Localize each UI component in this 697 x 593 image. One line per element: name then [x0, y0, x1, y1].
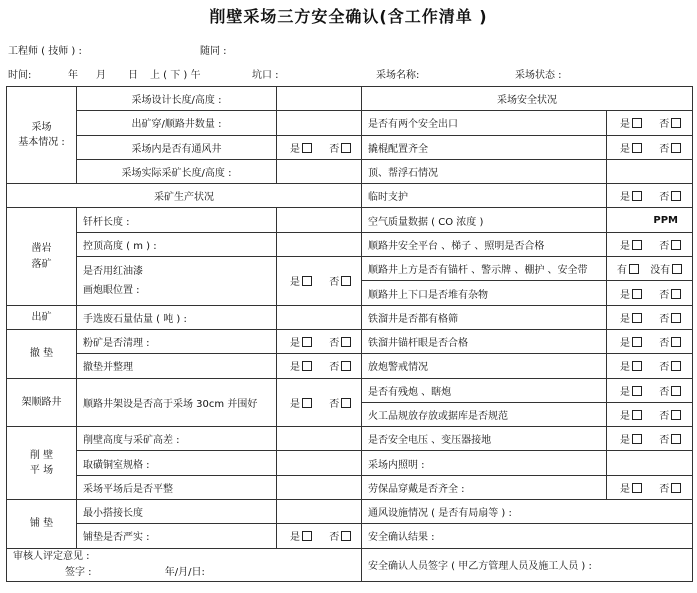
value-cell[interactable]	[607, 159, 693, 183]
table-row	[7, 305, 693, 329]
value-cell[interactable]	[277, 305, 362, 329]
sign-label: 签字 :	[65, 566, 92, 578]
item-grounding: 是否安全电压 、变压器接地	[362, 427, 607, 451]
item-pad-level: 撤垫并整理	[77, 354, 277, 378]
checkbox-icon[interactable]	[341, 276, 351, 286]
checkbox-icon[interactable]	[341, 531, 351, 541]
checkbox-icon[interactable]	[632, 240, 642, 250]
checkbox-icon[interactable]	[671, 118, 681, 128]
item-level-after: 采场平场后是否平整	[77, 475, 277, 499]
checkbox-icon[interactable]	[632, 118, 642, 128]
table-row	[7, 427, 693, 451]
yes-no-check[interactable]: 是 否	[607, 184, 693, 208]
checkbox-icon[interactable]	[671, 289, 681, 299]
value-cell[interactable]	[277, 427, 362, 451]
item-temp-support: 临时支护	[362, 184, 607, 208]
table-row	[7, 500, 693, 524]
yes-no-check[interactable]: 是 否	[277, 378, 362, 427]
checkbox-icon[interactable]	[671, 434, 681, 444]
table-row	[7, 475, 693, 499]
checklist-table	[6, 86, 693, 582]
reviewer-section[interactable]	[7, 548, 362, 581]
value-cell[interactable]	[277, 232, 362, 256]
item-design-size: 采场设计长度/高度 :	[77, 87, 277, 111]
yes-no-check[interactable]: 是 否	[607, 475, 693, 499]
checkbox-icon[interactable]	[671, 361, 681, 371]
checkbox-icon[interactable]	[341, 337, 351, 347]
checkbox-icon[interactable]	[632, 434, 642, 444]
table-row	[7, 135, 693, 159]
checkbox-icon[interactable]	[671, 337, 681, 347]
ppm-unit: PPM	[607, 208, 693, 232]
yes-no-check[interactable]: 是 否	[277, 329, 362, 353]
checkbox-icon[interactable]	[671, 191, 681, 201]
pit-label: 坑口 :	[252, 70, 279, 81]
safety-status-header: 采场安全状况	[362, 87, 693, 111]
yes-no-check[interactable]: 是 否	[607, 378, 693, 402]
item-min-overlap: 最小搭接长度	[77, 500, 277, 524]
month-label: 月	[96, 70, 106, 81]
value-cell[interactable]	[277, 208, 362, 232]
checkbox-icon[interactable]	[302, 143, 312, 153]
table-row	[7, 111, 693, 135]
item-red-paint: 是否用红油漆 画炮眼位置 :	[77, 257, 277, 306]
time-label: 时间:	[8, 70, 32, 81]
checkbox-icon[interactable]	[341, 361, 351, 371]
category-drilling: 凿岩 落矿	[7, 208, 77, 305]
date-label: 年/月/日:	[164, 566, 205, 578]
item-air-quality: 空气质量数据 ( CO 浓度 )	[362, 208, 607, 232]
category-pave: 铺 垫	[7, 500, 77, 549]
item-rope-ladder: 撬棍配置齐全	[362, 135, 607, 159]
checkbox-icon[interactable]	[302, 398, 312, 408]
checkbox-icon[interactable]	[341, 398, 351, 408]
checkbox-icon[interactable]	[671, 483, 681, 493]
checkbox-icon[interactable]	[671, 143, 681, 153]
table-row	[7, 378, 693, 402]
table-row	[7, 159, 693, 183]
item-misfire: 是否有残炮 、瞎炮	[362, 378, 607, 402]
checkbox-icon[interactable]	[671, 313, 681, 323]
value-cell[interactable]	[607, 451, 693, 475]
item-raise-platform: 顺路井安全平台 、梯子 、照明是否合格	[362, 232, 607, 256]
checkbox-icon[interactable]	[671, 410, 681, 420]
checkbox-icon[interactable]	[632, 483, 642, 493]
checkbox-icon[interactable]	[629, 264, 639, 274]
table-row	[7, 87, 693, 111]
stope-status-label: 采场状态 :	[515, 70, 562, 81]
checkbox-icon[interactable]	[632, 410, 642, 420]
yes-no-check[interactable]: 是 否	[277, 354, 362, 378]
yes-no-check[interactable]: 是 否	[607, 329, 693, 353]
checkbox-icon[interactable]	[672, 264, 682, 274]
yes-no-check[interactable]: 是 否	[607, 111, 693, 135]
category-raise: 架顺路井	[7, 378, 77, 427]
item-grizzly-bolt: 铁溜井锚杆眼是否合格	[362, 329, 607, 353]
item-two-exits: 是否有两个安全出口	[362, 111, 607, 135]
item-drill-rod: 钎杆长度 :	[77, 208, 277, 232]
item-fines-clean: 粉矿是否清理 :	[77, 329, 277, 353]
item-ppe: 劳保品穿戴是否齐全 :	[362, 475, 607, 499]
checkbox-icon[interactable]	[341, 143, 351, 153]
value-cell[interactable]	[277, 475, 362, 499]
item-pave-tight: 铺垫是否严实 :	[77, 524, 277, 548]
confirmers-label: 安全确认人员签字 ( 甲乙方管理人员及施工人员 ) :	[368, 561, 592, 573]
checkbox-icon[interactable]	[671, 240, 681, 250]
item-actual-size: 采场实际采矿长度/高度 :	[77, 159, 277, 183]
checkbox-icon[interactable]	[302, 276, 312, 286]
yes-no-check[interactable]: 是 否	[607, 354, 693, 378]
category-mucking: 出矿	[7, 305, 77, 329]
item-raise-debris: 顺路井上下口是否堆有杂物	[362, 281, 607, 305]
category-pad: 撤 垫	[7, 329, 77, 378]
year-label: 年	[68, 70, 78, 81]
item-confirm-result: 安全确认结果 :	[362, 524, 693, 548]
day-label: 日	[128, 70, 138, 81]
engineer-label: 工程师 ( 技师 ) :	[8, 46, 82, 57]
yes-no-check[interactable]: 是 否	[607, 281, 693, 305]
stope-name-label: 采场名称:	[376, 70, 420, 81]
table-row	[7, 548, 693, 581]
item-ventilation: 通风设施情况 ( 是否有局扇等 ) :	[362, 500, 693, 524]
table-row	[7, 524, 693, 548]
production-status-header: 采矿生产状况	[7, 184, 362, 208]
table-row	[7, 257, 693, 281]
checkbox-icon[interactable]	[632, 191, 642, 201]
item-grizzly: 铁溜井是否都有格筛	[362, 305, 607, 329]
value-cell[interactable]	[277, 111, 362, 135]
table-row	[7, 354, 693, 378]
yes-no-check[interactable]: 是 否	[607, 232, 693, 256]
table-row	[7, 184, 693, 208]
checkbox-icon[interactable]	[632, 143, 642, 153]
item-explosive-store: 火工品规放存放或据库是否规范	[362, 402, 607, 426]
item-vent-raise: 采场内是否有通风井	[77, 135, 277, 159]
escort-label: 随同 :	[200, 46, 227, 57]
yes-no-check[interactable]: 是 否	[277, 135, 362, 159]
checkbox-icon[interactable]	[632, 289, 642, 299]
yes-no-check[interactable]: 是 否	[277, 257, 362, 306]
category-wall-leveling: 削 壁 平 场	[7, 427, 77, 500]
item-assay-spec: 取磺铜室规格 :	[77, 451, 277, 475]
have-check[interactable]: 有 没有	[607, 257, 693, 281]
item-ore-pass: 出矿穿/顺路井数量 :	[77, 111, 277, 135]
table-row	[7, 451, 693, 475]
item-roof-rock: 顶、帮浮石情况	[362, 159, 607, 183]
yes-no-check[interactable]: 是 否	[607, 402, 693, 426]
category-basic: 采场 基本情况 :	[7, 87, 77, 184]
checkbox-icon[interactable]	[302, 531, 312, 541]
value-cell[interactable]	[277, 87, 362, 111]
checkbox-icon[interactable]	[632, 313, 642, 323]
checkbox-icon[interactable]	[302, 361, 312, 371]
confirmers-section[interactable]	[362, 548, 693, 581]
value-cell[interactable]	[277, 451, 362, 475]
table-row	[7, 208, 693, 232]
form-title: 削壁采场三方安全确认(含工作清单 )	[209, 7, 488, 26]
table-row	[7, 232, 693, 256]
value-cell[interactable]	[277, 500, 362, 524]
yes-no-check[interactable]: 是 否	[607, 305, 693, 329]
item-waste-ore: 手选废石量估量 ( 吨 ) :	[77, 305, 277, 329]
item-above-raise: 顺路井上方是否有锚杆 、警示牌 、棚护 、安全带	[362, 257, 607, 281]
table-row	[7, 329, 693, 353]
value-cell[interactable]	[277, 159, 362, 183]
item-roof-height: 控顶高度 ( m ) :	[77, 232, 277, 256]
item-blast-warn: 放炮警戒情况	[362, 354, 607, 378]
checkbox-icon[interactable]	[632, 337, 642, 347]
ampm-label: 上 ( 下 ) 午	[150, 70, 201, 81]
item-raise-height: 顺路井架设是否高于采场 30cm 并围好	[77, 378, 277, 427]
checkbox-icon[interactable]	[632, 386, 642, 396]
yes-no-check[interactable]: 是 否	[607, 427, 693, 451]
yes-no-check[interactable]: 是 否	[607, 135, 693, 159]
checkbox-icon[interactable]	[632, 361, 642, 371]
checkbox-icon[interactable]	[302, 337, 312, 347]
yes-no-check[interactable]: 是 否	[277, 524, 362, 548]
item-wall-diff: 削壁高度与采矿高差 :	[77, 427, 277, 451]
reviewer-label: 审核人评定意见 :	[13, 550, 90, 562]
item-lighting: 采场内照明 :	[362, 451, 607, 475]
checkbox-icon[interactable]	[671, 386, 681, 396]
